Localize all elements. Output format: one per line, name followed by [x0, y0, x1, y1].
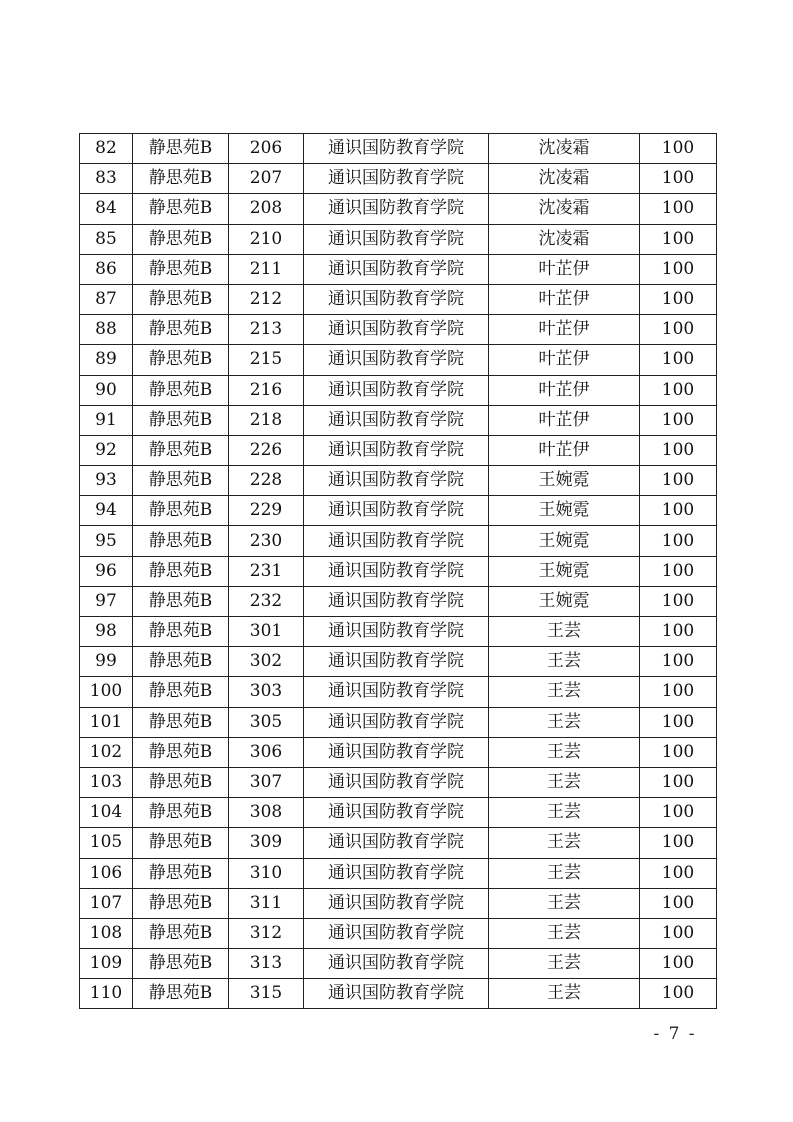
- table-row: [80, 677, 717, 707]
- building-cell: 静思苑B: [133, 858, 229, 888]
- college-cell: 通识国防教育学院: [304, 466, 489, 496]
- room-number-cell: 306: [229, 737, 304, 767]
- row-number-cell: 107: [80, 888, 133, 918]
- table-row: [80, 647, 717, 677]
- building-cell: 静思苑B: [133, 315, 229, 345]
- college-cell: 通识国防教育学院: [304, 617, 489, 647]
- building-cell: 静思苑B: [133, 466, 229, 496]
- score-cell: 100: [640, 164, 717, 194]
- college-cell: 通识国防教育学院: [304, 918, 489, 948]
- score-cell: 100: [640, 949, 717, 979]
- table-body: [80, 134, 717, 1009]
- counselor-cell: 王芸: [489, 979, 640, 1009]
- counselor-cell: 王芸: [489, 918, 640, 948]
- college-cell: 通识国防教育学院: [304, 767, 489, 797]
- table-row: [80, 737, 717, 767]
- room-number-cell: 215: [229, 345, 304, 375]
- room-number-cell: 230: [229, 526, 304, 556]
- row-number-cell: 97: [80, 586, 133, 616]
- college-cell: 通识国防教育学院: [304, 979, 489, 1009]
- counselor-cell: 王婉霓: [489, 496, 640, 526]
- row-number-cell: 108: [80, 918, 133, 948]
- table-row: [80, 526, 717, 556]
- counselor-cell: 王婉霓: [489, 466, 640, 496]
- score-cell: 100: [640, 737, 717, 767]
- college-cell: 通识国防教育学院: [304, 526, 489, 556]
- counselor-cell: 王芸: [489, 677, 640, 707]
- room-number-cell: 210: [229, 224, 304, 254]
- building-cell: 静思苑B: [133, 556, 229, 586]
- counselor-cell: 叶芷伊: [489, 405, 640, 435]
- room-number-cell: 308: [229, 798, 304, 828]
- score-cell: 100: [640, 918, 717, 948]
- table-row: [80, 284, 717, 314]
- building-cell: 静思苑B: [133, 979, 229, 1009]
- college-cell: 通识国防教育学院: [304, 586, 489, 616]
- table-row: [80, 586, 717, 616]
- row-number-cell: 85: [80, 224, 133, 254]
- counselor-cell: 叶芷伊: [489, 254, 640, 284]
- college-cell: 通识国防教育学院: [304, 164, 489, 194]
- score-cell: 100: [640, 405, 717, 435]
- row-number-cell: 109: [80, 949, 133, 979]
- table-row: [80, 134, 717, 164]
- building-cell: 静思苑B: [133, 134, 229, 164]
- score-cell: 100: [640, 284, 717, 314]
- room-number-cell: 213: [229, 315, 304, 345]
- score-cell: 100: [640, 345, 717, 375]
- room-number-cell: 303: [229, 677, 304, 707]
- room-number-cell: 302: [229, 647, 304, 677]
- score-cell: 100: [640, 677, 717, 707]
- counselor-cell: 王芸: [489, 949, 640, 979]
- table-row: [80, 496, 717, 526]
- building-cell: 静思苑B: [133, 435, 229, 465]
- score-cell: 100: [640, 586, 717, 616]
- building-cell: 静思苑B: [133, 496, 229, 526]
- row-number-cell: 104: [80, 798, 133, 828]
- row-number-cell: 98: [80, 617, 133, 647]
- room-number-cell: 312: [229, 918, 304, 948]
- room-number-cell: 206: [229, 134, 304, 164]
- row-number-cell: 84: [80, 194, 133, 224]
- table-row: [80, 435, 717, 465]
- college-cell: 通识国防教育学院: [304, 888, 489, 918]
- score-cell: 100: [640, 647, 717, 677]
- table-row: [80, 858, 717, 888]
- counselor-cell: 王婉霓: [489, 586, 640, 616]
- building-cell: 静思苑B: [133, 526, 229, 556]
- table-row: [80, 345, 717, 375]
- counselor-cell: 叶芷伊: [489, 284, 640, 314]
- row-number-cell: 88: [80, 315, 133, 345]
- building-cell: 静思苑B: [133, 918, 229, 948]
- counselor-cell: 叶芷伊: [489, 375, 640, 405]
- counselor-cell: 王芸: [489, 767, 640, 797]
- score-cell: 100: [640, 798, 717, 828]
- table-row: [80, 617, 717, 647]
- table-row: [80, 979, 717, 1009]
- table-row: [80, 405, 717, 435]
- row-number-cell: 100: [80, 677, 133, 707]
- row-number-cell: 90: [80, 375, 133, 405]
- building-cell: 静思苑B: [133, 767, 229, 797]
- score-cell: 100: [640, 556, 717, 586]
- table-row: [80, 254, 717, 284]
- room-number-cell: 301: [229, 617, 304, 647]
- room-number-cell: 226: [229, 435, 304, 465]
- row-number-cell: 96: [80, 556, 133, 586]
- room-number-cell: 307: [229, 767, 304, 797]
- building-cell: 静思苑B: [133, 677, 229, 707]
- college-cell: 通识国防教育学院: [304, 707, 489, 737]
- college-cell: 通识国防教育学院: [304, 798, 489, 828]
- college-cell: 通识国防教育学院: [304, 345, 489, 375]
- score-cell: 100: [640, 617, 717, 647]
- table-row: [80, 556, 717, 586]
- table-row: [80, 315, 717, 345]
- room-number-cell: 310: [229, 858, 304, 888]
- score-cell: 100: [640, 526, 717, 556]
- building-cell: 静思苑B: [133, 284, 229, 314]
- building-cell: 静思苑B: [133, 949, 229, 979]
- score-cell: 100: [640, 888, 717, 918]
- room-number-cell: 231: [229, 556, 304, 586]
- building-cell: 静思苑B: [133, 194, 229, 224]
- college-cell: 通识国防教育学院: [304, 556, 489, 586]
- row-number-cell: 86: [80, 254, 133, 284]
- row-number-cell: 93: [80, 466, 133, 496]
- room-number-cell: 228: [229, 466, 304, 496]
- building-cell: 静思苑B: [133, 254, 229, 284]
- score-cell: 100: [640, 435, 717, 465]
- dormitory-score-table: [79, 133, 717, 1009]
- counselor-cell: 王芸: [489, 798, 640, 828]
- building-cell: 静思苑B: [133, 888, 229, 918]
- row-number-cell: 105: [80, 828, 133, 858]
- score-cell: 100: [640, 375, 717, 405]
- table-row: [80, 164, 717, 194]
- score-cell: 100: [640, 315, 717, 345]
- row-number-cell: 87: [80, 284, 133, 314]
- score-cell: 100: [640, 194, 717, 224]
- row-number-cell: 89: [80, 345, 133, 375]
- room-number-cell: 232: [229, 586, 304, 616]
- room-number-cell: 309: [229, 828, 304, 858]
- row-number-cell: 106: [80, 858, 133, 888]
- building-cell: 静思苑B: [133, 586, 229, 616]
- counselor-cell: 王芸: [489, 828, 640, 858]
- row-number-cell: 101: [80, 707, 133, 737]
- college-cell: 通识国防教育学院: [304, 375, 489, 405]
- counselor-cell: 叶芷伊: [489, 435, 640, 465]
- table-row: [80, 375, 717, 405]
- building-cell: 静思苑B: [133, 707, 229, 737]
- table-row: [80, 918, 717, 948]
- room-number-cell: 211: [229, 254, 304, 284]
- row-number-cell: 91: [80, 405, 133, 435]
- college-cell: 通识国防教育学院: [304, 224, 489, 254]
- table-row: [80, 888, 717, 918]
- table-row: [80, 194, 717, 224]
- college-cell: 通识国防教育学院: [304, 949, 489, 979]
- counselor-cell: 叶芷伊: [489, 345, 640, 375]
- college-cell: 通识国防教育学院: [304, 254, 489, 284]
- room-number-cell: 311: [229, 888, 304, 918]
- counselor-cell: 王婉霓: [489, 556, 640, 586]
- building-cell: 静思苑B: [133, 164, 229, 194]
- score-cell: 100: [640, 134, 717, 164]
- score-cell: 100: [640, 767, 717, 797]
- score-cell: 100: [640, 858, 717, 888]
- room-number-cell: 207: [229, 164, 304, 194]
- college-cell: 通识国防教育学院: [304, 405, 489, 435]
- counselor-cell: 王芸: [489, 737, 640, 767]
- counselor-cell: 沈凌霜: [489, 194, 640, 224]
- row-number-cell: 92: [80, 435, 133, 465]
- counselor-cell: 叶芷伊: [489, 315, 640, 345]
- row-number-cell: 83: [80, 164, 133, 194]
- college-cell: 通识国防教育学院: [304, 134, 489, 164]
- score-cell: 100: [640, 828, 717, 858]
- score-cell: 100: [640, 224, 717, 254]
- building-cell: 静思苑B: [133, 345, 229, 375]
- room-number-cell: 229: [229, 496, 304, 526]
- score-cell: 100: [640, 496, 717, 526]
- counselor-cell: 王芸: [489, 707, 640, 737]
- counselor-cell: 王婉霓: [489, 526, 640, 556]
- row-number-cell: 94: [80, 496, 133, 526]
- table-row: [80, 949, 717, 979]
- room-number-cell: 313: [229, 949, 304, 979]
- building-cell: 静思苑B: [133, 828, 229, 858]
- table-row: [80, 707, 717, 737]
- page-number: - 7 -: [653, 1024, 697, 1044]
- row-number-cell: 110: [80, 979, 133, 1009]
- building-cell: 静思苑B: [133, 798, 229, 828]
- college-cell: 通识国防教育学院: [304, 284, 489, 314]
- counselor-cell: 王芸: [489, 647, 640, 677]
- building-cell: 静思苑B: [133, 375, 229, 405]
- table-row: [80, 828, 717, 858]
- room-number-cell: 218: [229, 405, 304, 435]
- row-number-cell: 82: [80, 134, 133, 164]
- score-cell: 100: [640, 707, 717, 737]
- table-row: [80, 224, 717, 254]
- building-cell: 静思苑B: [133, 647, 229, 677]
- table-row: [80, 798, 717, 828]
- college-cell: 通识国防教育学院: [304, 858, 489, 888]
- row-number-cell: 103: [80, 767, 133, 797]
- room-number-cell: 305: [229, 707, 304, 737]
- college-cell: 通识国防教育学院: [304, 677, 489, 707]
- room-number-cell: 216: [229, 375, 304, 405]
- room-number-cell: 315: [229, 979, 304, 1009]
- table-row: [80, 767, 717, 797]
- counselor-cell: 沈凌霜: [489, 164, 640, 194]
- table-row: [80, 466, 717, 496]
- college-cell: 通识国防教育学院: [304, 435, 489, 465]
- score-cell: 100: [640, 979, 717, 1009]
- college-cell: 通识国防教育学院: [304, 194, 489, 224]
- building-cell: 静思苑B: [133, 405, 229, 435]
- counselor-cell: 王芸: [489, 888, 640, 918]
- counselor-cell: 沈凌霜: [489, 134, 640, 164]
- college-cell: 通识国防教育学院: [304, 647, 489, 677]
- room-number-cell: 212: [229, 284, 304, 314]
- room-number-cell: 208: [229, 194, 304, 224]
- building-cell: 静思苑B: [133, 224, 229, 254]
- college-cell: 通识国防教育学院: [304, 828, 489, 858]
- row-number-cell: 99: [80, 647, 133, 677]
- counselor-cell: 王芸: [489, 617, 640, 647]
- row-number-cell: 102: [80, 737, 133, 767]
- score-cell: 100: [640, 254, 717, 284]
- score-cell: 100: [640, 466, 717, 496]
- college-cell: 通识国防教育学院: [304, 496, 489, 526]
- college-cell: 通识国防教育学院: [304, 737, 489, 767]
- row-number-cell: 95: [80, 526, 133, 556]
- building-cell: 静思苑B: [133, 617, 229, 647]
- counselor-cell: 王芸: [489, 858, 640, 888]
- building-cell: 静思苑B: [133, 737, 229, 767]
- counselor-cell: 沈凌霜: [489, 224, 640, 254]
- college-cell: 通识国防教育学院: [304, 315, 489, 345]
